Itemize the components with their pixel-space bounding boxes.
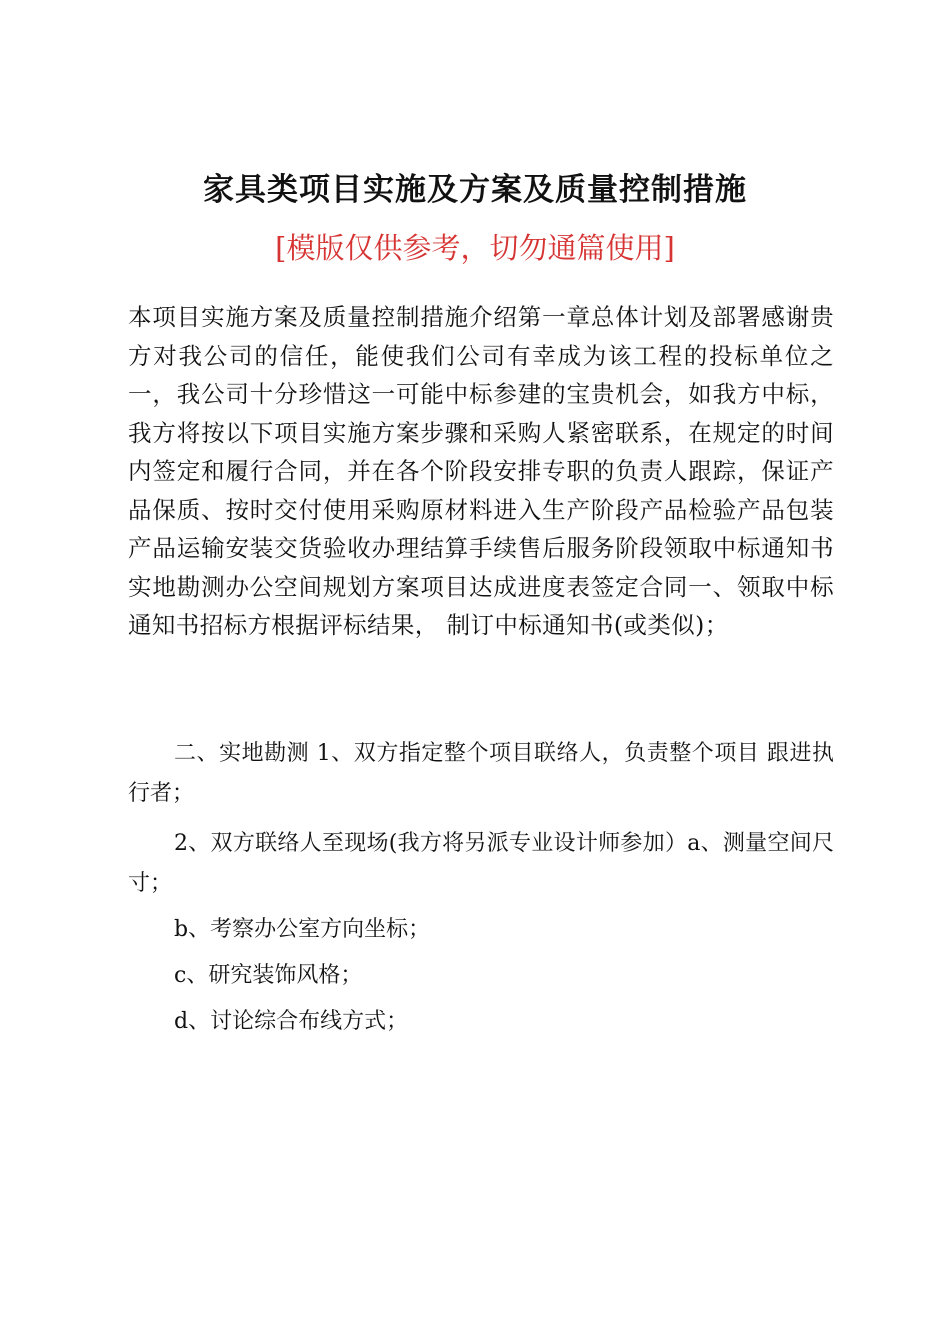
list-item-cabling: d、讨论综合布线方式； [174, 1009, 409, 1034]
template-notice: [模版仅供参考，切勿通篇使用] [275, 231, 675, 265]
on-site-visit-paragraph: 2、双方联络人至现场(我方将另派专业设计师参加）a、测量空间尺寸； [128, 831, 834, 896]
document-title: 家具类项目实施及方案及质量控制措施 [203, 172, 747, 208]
site-survey-paragraph: 二、实地勘测 1、双方指定整个项目联络人，负责整个项目 跟进执行者； [128, 741, 834, 806]
list-item-orientation: b、考察办公室方向坐标； [174, 917, 431, 942]
intro-paragraph: 本项目实施方案及质量控制措施介绍第一章总体计划及部署感谢贵方对我公司的信任，能使我们公司有幸成为该工程的投标单位之一，我公司十分珍惜这一可能中标参建的宝贵机会，如我方中标，我方将按以下项目实施方案步骤和采购人紧密联系，在规定的时间内签定和履行合同，并在各个阶段安排专职的负责人跟踪，保证产品保质、按时交付使用采购原材料进入生产阶段产品检验产品包装产品运输安装交货验收办理结算手续售后服务阶段领取中标通知书实地勘测办公空间规划方案项目达成进度表签定合同一、领取中标通知书招标方根据评标结果， 制订中标通知书(或类似)； [128, 303, 834, 639]
list-item-style: c、研究装饰风格； [174, 963, 363, 988]
